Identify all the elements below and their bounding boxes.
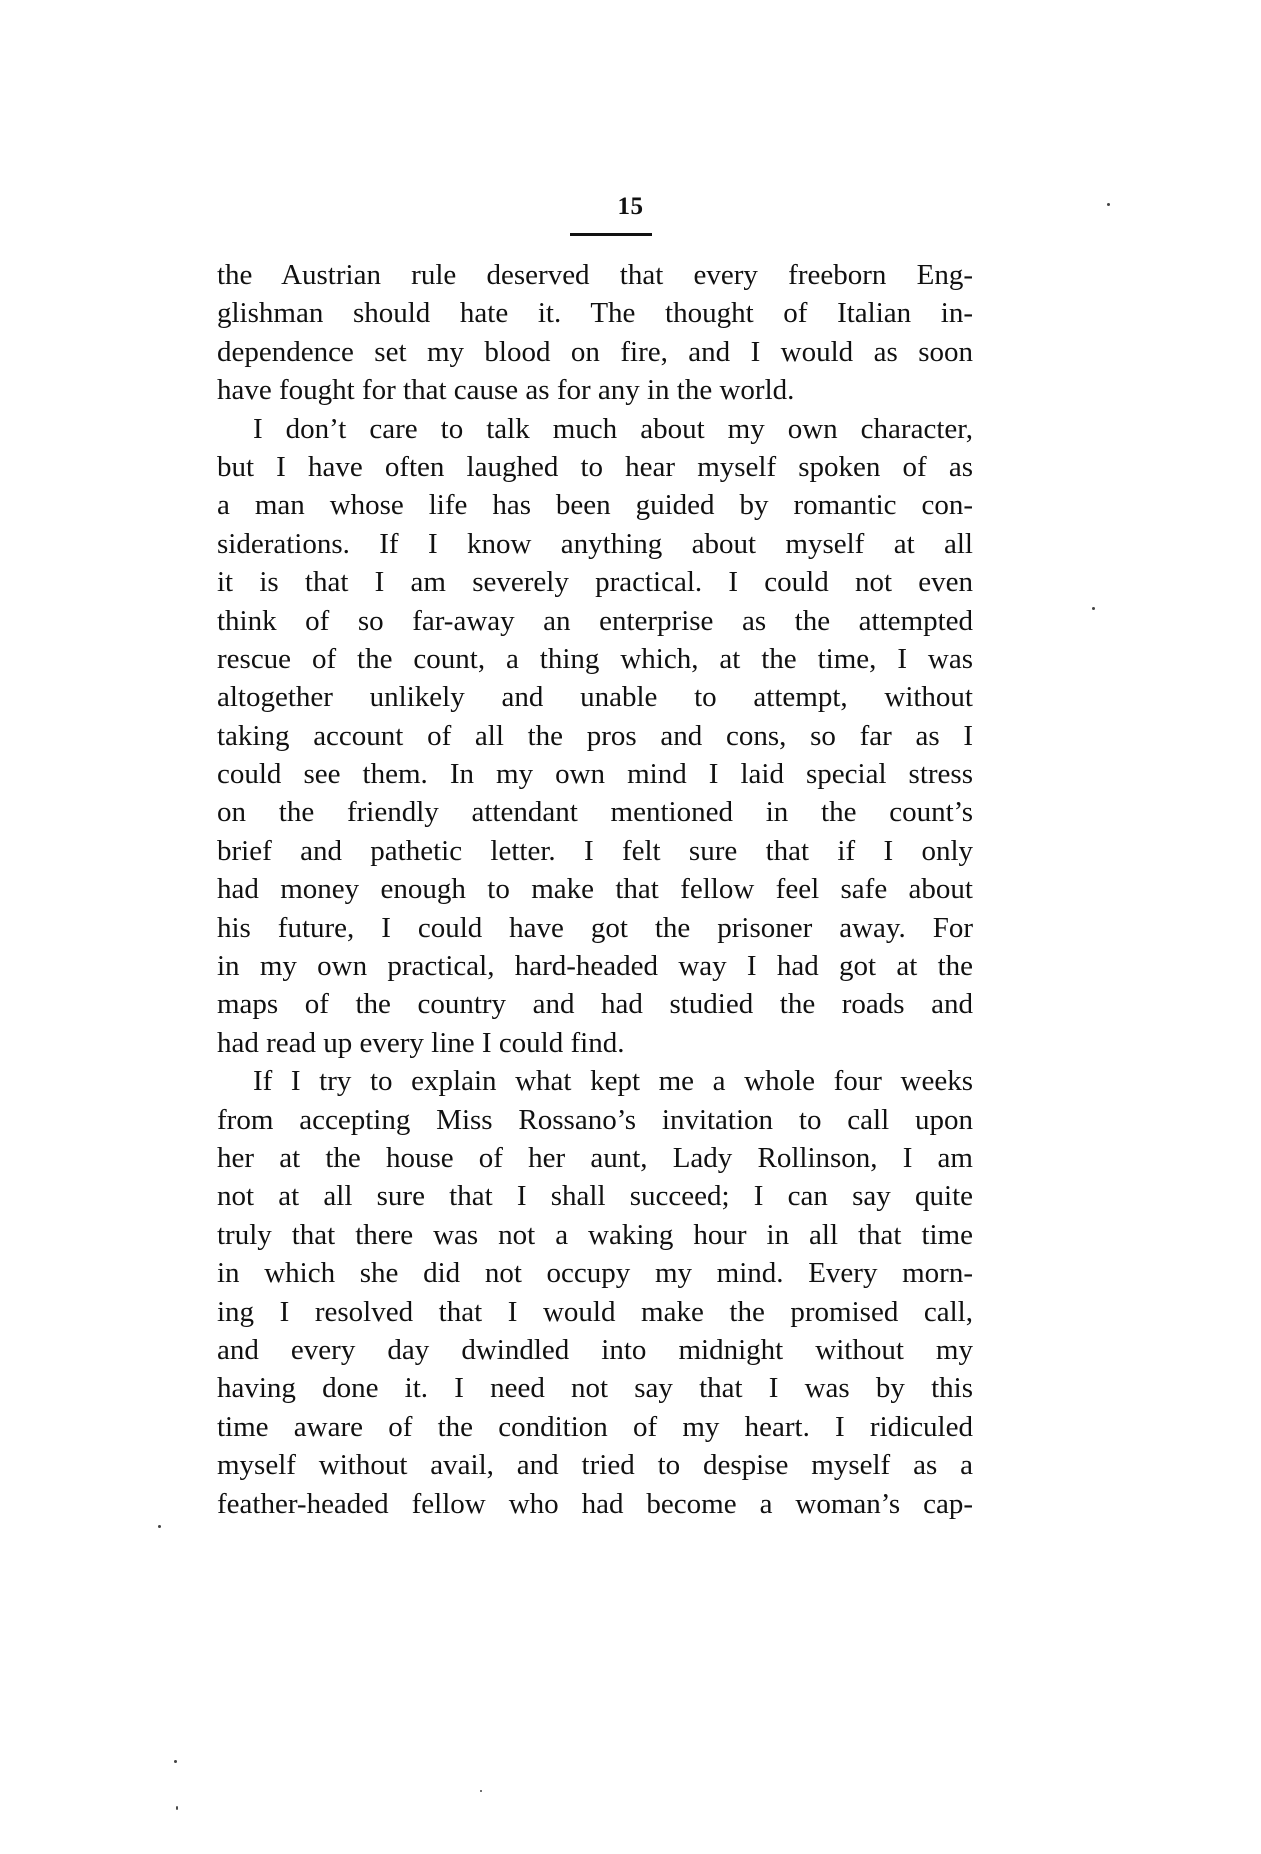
text-line: in my own practical, hard-headed way I had got at the [217,950,973,983]
scan-speck [480,1790,482,1792]
text-line: but I have often laughed to hear myself spoken of as [217,450,973,483]
text-line: altogether unlikely and unable to attempt, without [217,681,973,714]
text-line: myself without avail, and tried to despise myself as a [217,1449,973,1482]
text-line: had money enough to make that fellow feel safe about [217,873,973,906]
text-line: and every day dwindled into midnight without my [217,1333,973,1366]
text-line: could see them. In my own mind I laid special stress [217,758,973,791]
text-line: feather-headed fellow who had become a woman’s cap- [217,1487,973,1520]
text-line: time aware of the condition of my heart. I ridiculed [217,1410,973,1443]
paragraph-2 [217,410,973,1063]
scan-speck [174,1760,177,1763]
text-line: the Austrian rule deserved that every freeborn Eng- [217,259,973,291]
text-line: in which she did not occupy my mind. Every morn- [217,1257,973,1290]
text-line: rescue of the count, a thing which, at the time, I was [217,642,973,675]
text-line: his future, I could have got the prisoner away. For [217,911,973,944]
text-line: taking account of all the pros and cons, so far as I [217,719,973,752]
scan-speck [158,1525,161,1528]
scan-speck [1107,203,1110,206]
text-line: If I try to explain what kept me a whole four weeks [253,1065,973,1098]
text-line: think of so far-away an enterprise as the attempted [217,604,973,637]
text-line: brief and pathetic letter. I felt sure that if I only [217,834,973,867]
text-line: from accepting Miss Rossano’s invitation to call upon [217,1103,973,1136]
scan-speck [176,1806,178,1810]
text-line: truly that there was not a waking hour in all that time [217,1218,973,1251]
text-line: a man whose life has been guided by romantic con- [217,489,973,522]
text-line: maps of the country and had studied the roads and [217,988,973,1021]
paragraph-1 [217,256,973,410]
text-line: having done it. I need not say that I was by this [217,1372,973,1405]
scan-speck [1092,607,1095,610]
text-line: on the friendly attendant mentioned in the count’s [217,796,973,829]
page-number: 15 [617,193,644,220]
text-line: I don’t care to talk much about my own character, [253,412,973,445]
text-line: not at all sure that I shall succeed; I can say quite [217,1180,973,1213]
page-number-rule [570,233,652,236]
text-line: had read up every line I could find. [217,1026,625,1059]
text-line: dependence set my blood on fire, and I would as soon [217,335,973,368]
text-line: her at the house of her aunt, Lady Rollinson, I am [217,1141,973,1174]
body-text [217,256,973,1523]
text-line: siderations. If I know anything about myself at all [217,527,973,560]
text-line: it is that I am severely practical. I could not even [217,566,973,599]
text-line: glishman should hate it. The thought of Italian in- [217,297,973,330]
paragraph-3 [217,1062,973,1523]
text-line: have fought for that cause as for any in the world. [217,374,795,407]
text-line: ing I resolved that I would make the promised call, [217,1295,973,1328]
